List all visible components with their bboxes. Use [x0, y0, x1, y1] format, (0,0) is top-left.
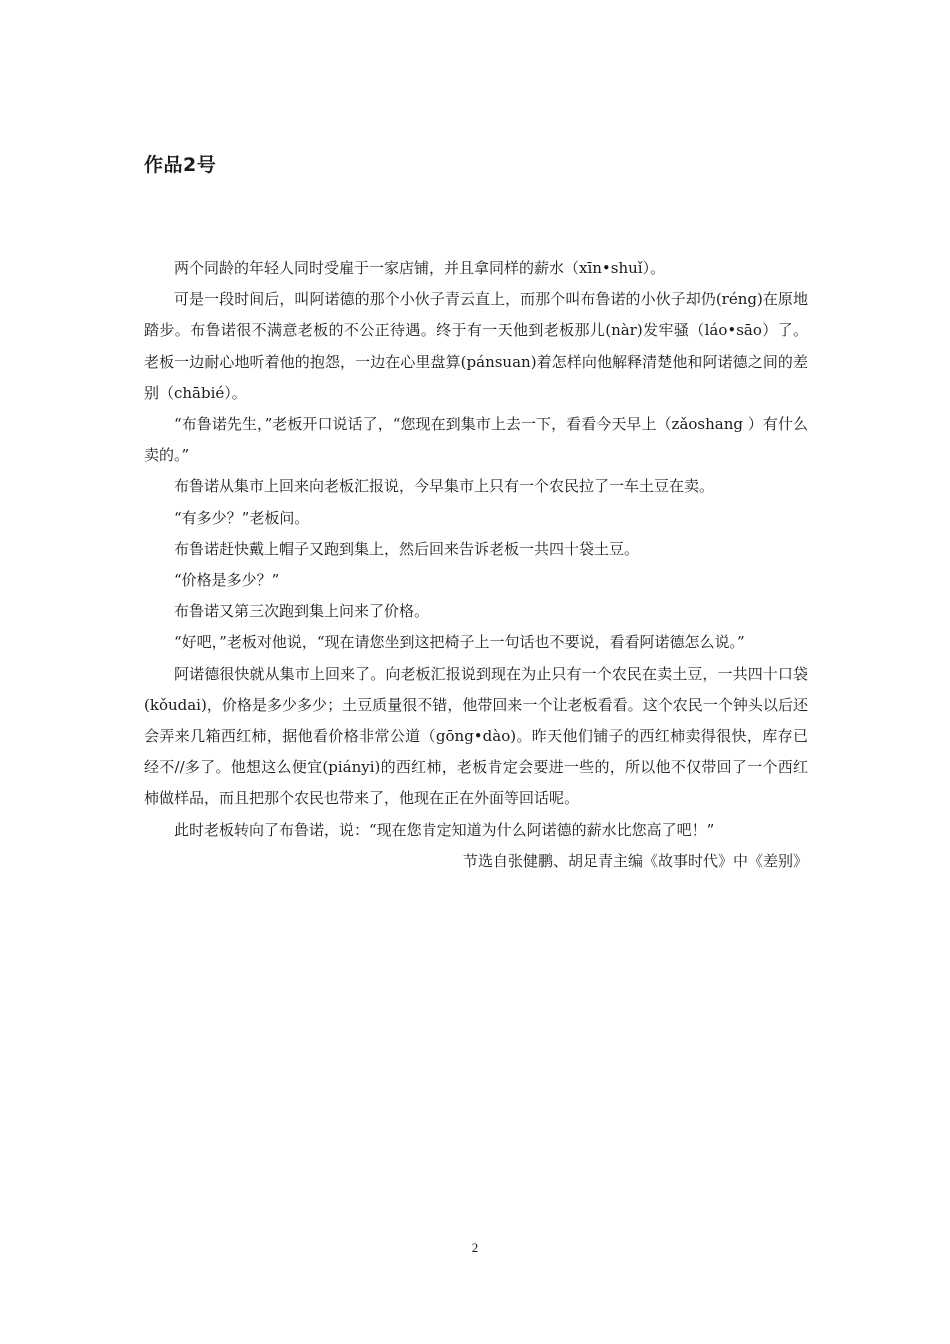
paragraph: 可是一段时间后，叫阿诺德的那个小伙子青云直上，而那个叫布鲁诺的小伙子却仍(réng)在原地踏步。布鲁诺很不满意老板的不公正待遇。终于有一天他到老板那儿(nàr)发牢骚（láo•sāo）了。老板一边耐心地听着他的抱怨，一边在心里盘算(pánsuan)着怎样向他解释清楚他和阿诺德之间的差别（chābié）。 [144, 290, 808, 402]
paragraph: 布鲁诺赶快戴上帽子又跑到集上，然后回来告诉老板一共四十袋土豆。 [174, 539, 640, 558]
paragraph: “布鲁诺先生，”老板开口说话了，“您现在到集市上去一下，看看今天早上（zǎoshang ）有什么卖的。” [144, 415, 808, 465]
source-citation: 节选自张健鹏、胡足青主编《故事时代》中《差别》 [462, 851, 808, 870]
paragraph: “有多少？”老板问。 [174, 508, 310, 527]
page-title: 作品2号 [144, 154, 217, 176]
paragraph: 布鲁诺又第三次跑到集上问来了价格。 [174, 602, 430, 621]
page-number: 2 [471, 1240, 479, 1255]
paragraph: 两个同龄的年轻人同时受雇于一家店铺，并且拿同样的薪水（xīn•shuǐ）。 [174, 259, 666, 277]
paragraph: 此时老板转向了布鲁诺，说：“现在您肯定知道为什么阿诺德的薪水比您高了吧！” [174, 820, 715, 839]
paragraph: “好吧，”老板对他说，“现在请您坐到这把椅子上一句话也不要说，看看阿诺德怎么说。” [174, 633, 745, 652]
paragraph: “价格是多少？” [174, 571, 280, 590]
article-body [144, 253, 808, 877]
paragraph: 布鲁诺从集市上回来向老板汇报说，今早集市上只有一个农民拉了一车土豆在卖。 [174, 477, 715, 496]
paragraph: 阿诺德很快就从集市上回来了。向老板汇报说到现在为止只有一个农民在卖土豆，一共四十口袋(kǒudai)，价格是多少多少；土豆质量很不错，他带回来一个让老板看看。这个农民一个钟头以后还会弄来几箱西红柿，据他看价格非常公道（gōng•dào)。昨天他们铺子的西红柿卖得很快，库存已经不//多了。他想这么便宜(piányi)的西红柿，老板肯定会要进一些的，所以他不仅带回了一个西红柿做样品，而且把那个农民也带来了，他现在正在外面等回话呢。 [144, 664, 808, 808]
